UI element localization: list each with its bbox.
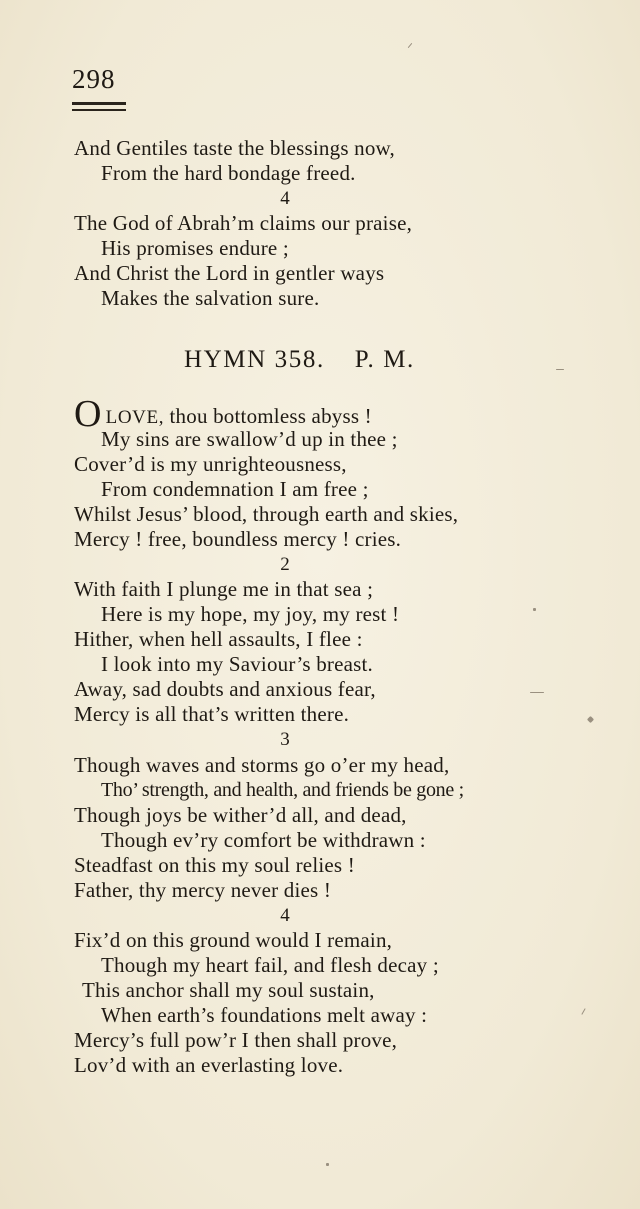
header-rule-thin xyxy=(72,109,126,111)
hymn-label: HYMN 358. xyxy=(184,346,325,373)
verse-line: Tho’ strength, and health, and friends be gone ; xyxy=(101,779,464,801)
verse-line: I look into my Saviour’s breast. xyxy=(101,652,373,676)
verse-line: Though joys be wither’d all, and dead, xyxy=(74,803,407,827)
verse-line: Makes the salvation sure. xyxy=(101,286,320,310)
hymn-meter: P. M. xyxy=(354,346,415,373)
verse-line: My sins are swallow’d up in thee ; xyxy=(101,427,398,451)
stanza-number: 2 xyxy=(280,554,290,575)
paper-speck xyxy=(533,608,536,611)
verse-line: This anchor shall my soul sustain, xyxy=(82,978,375,1002)
stanza-number: 3 xyxy=(280,729,290,750)
page-number: 298 xyxy=(72,64,116,94)
verse-line: The God of Abrah’m claims our praise, xyxy=(74,211,413,235)
hymn-title xyxy=(184,346,415,374)
paper-speck xyxy=(408,43,413,48)
verse-line: Here is my hope, my joy, my rest ! xyxy=(101,602,400,626)
verse-line: Steadfast on this my soul relies ! xyxy=(74,853,355,877)
paper-speck xyxy=(581,1008,585,1015)
paper-speck xyxy=(556,369,564,370)
first-word: LOVE, xyxy=(105,407,165,428)
header-rule xyxy=(72,102,126,105)
paper-speck xyxy=(530,692,544,693)
verse-line: And Christ the Lord in gentler ways xyxy=(74,261,385,285)
verse-line: Father, thy mercy never dies ! xyxy=(74,878,332,902)
verse-line: And Gentiles taste the blessings now, xyxy=(74,136,395,160)
verse-line: Fix’d on this ground would I remain, xyxy=(74,928,393,952)
verse-line: When earth’s foundations melt away : xyxy=(101,1003,428,1027)
first-line-rest: thou bottomless abyss ! xyxy=(169,404,372,428)
verse-line: Mercy is all that’s written there. xyxy=(74,702,350,726)
verse-line: His promises endure ; xyxy=(101,236,289,260)
paper-speck xyxy=(326,1163,329,1166)
verse-line: Away, sad doubts and anxious fear, xyxy=(74,677,376,701)
verse-line: Though waves and storms go o’er my head, xyxy=(74,753,450,777)
verse-line: Hither, when hell assaults, I flee : xyxy=(74,627,363,651)
drop-cap: O xyxy=(74,393,102,435)
stanza-number: 4 xyxy=(280,905,290,926)
verse-line: Lov’d with an everlasting love. xyxy=(74,1053,344,1077)
verse-line: With faith I plunge me in that sea ; xyxy=(74,577,374,601)
verse-line: Cover’d is my unrighteousness, xyxy=(74,452,347,476)
verse-line: Mercy ! free, boundless mercy ! cries. xyxy=(74,527,402,551)
verse-line: From condemnation I am free ; xyxy=(101,477,369,501)
paper-speck xyxy=(587,716,594,723)
stanza-number: 4 xyxy=(280,188,290,209)
verse-line: Whilst Jesus’ blood, through earth and skies, xyxy=(74,502,459,526)
verse-line: From the hard bondage freed. xyxy=(101,161,356,185)
verse-line: Mercy’s full pow’r I then shall prove, xyxy=(74,1028,398,1052)
verse-line: Though ev’ry comfort be withdrawn : xyxy=(101,828,426,852)
verse-line-first xyxy=(74,393,372,435)
verse-line: Though my heart fail, and flesh decay ; xyxy=(101,953,439,977)
